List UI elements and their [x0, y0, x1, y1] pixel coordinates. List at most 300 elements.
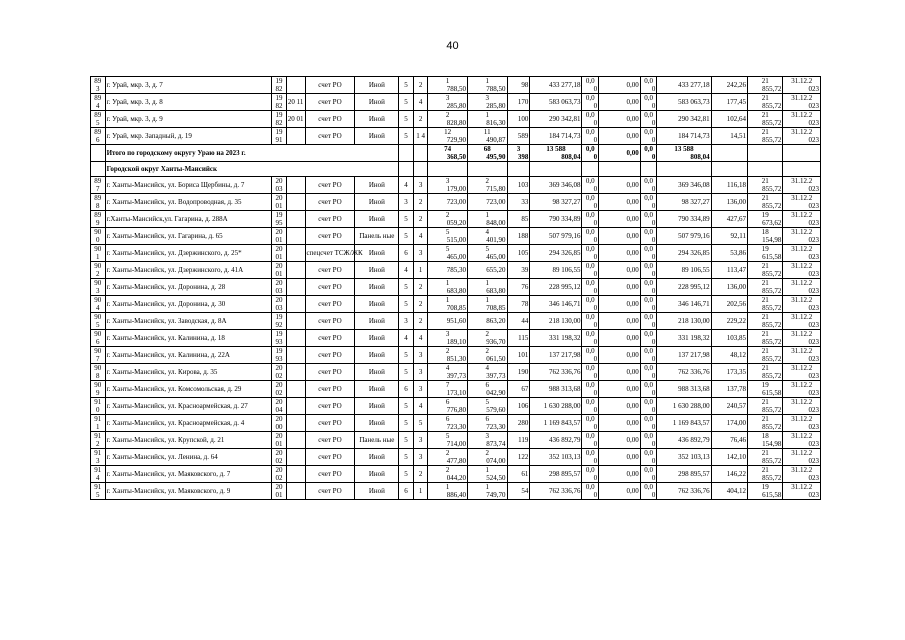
wall-material: Иной — [355, 483, 399, 500]
owners-funds: 583 063,73 — [657, 94, 711, 111]
fund-3: 0,0 0 — [640, 449, 657, 466]
fund-3: 0,0 0 — [640, 177, 657, 194]
table-row — [91, 245, 821, 262]
premises-area: 2 715,80 — [467, 177, 507, 194]
wall-material: Иной — [355, 330, 399, 347]
entrances: 2 — [413, 211, 428, 228]
fund-3: 0,0 0 — [640, 313, 657, 330]
floors: 5 — [399, 347, 414, 364]
fund-2: 0,00 — [599, 77, 641, 94]
repair-cost: 294 326,85 — [530, 245, 582, 262]
overhaul-year: 20 01 — [286, 111, 305, 128]
repair-cost: 988 313,68 — [530, 381, 582, 398]
row-number: 90 6 — [91, 330, 106, 347]
residents: 98 — [507, 77, 530, 94]
unit-cost: 174,00 — [711, 415, 747, 432]
owners-funds: 436 892,79 — [657, 432, 711, 449]
overhaul-year — [286, 228, 305, 245]
fund-method: счет РО — [305, 128, 355, 145]
wall-material: Иной — [355, 313, 399, 330]
commission-year: 20 03 — [272, 279, 287, 296]
unit-cost: 92,11 — [711, 228, 747, 245]
wall-material: Иной — [355, 364, 399, 381]
repair-cost: 290 342,81 — [530, 111, 582, 128]
owners-funds: 298 895,57 — [657, 466, 711, 483]
row-number: 89 6 — [91, 128, 106, 145]
max-unit-cost: 21 855,72 — [748, 449, 783, 466]
entrances: 2 — [413, 279, 428, 296]
fund-2: 0,00 — [599, 381, 641, 398]
floors: 5 — [399, 111, 414, 128]
fund-method: счет РО — [305, 449, 355, 466]
owners-funds: 346 146,71 — [657, 296, 711, 313]
row-number: 89 8 — [91, 194, 106, 211]
overhaul-year — [286, 77, 305, 94]
repair-cost: 184 714,73 — [530, 128, 582, 145]
unit-cost: 53,86 — [711, 245, 747, 262]
fund-3: 0,0 0 — [640, 398, 657, 415]
floors: 4 — [399, 262, 414, 279]
overhaul-year — [286, 279, 305, 296]
repair-cost: 228 995,12 — [530, 279, 582, 296]
commission-year: 19 93 — [272, 347, 287, 364]
fund-3: 0,0 0 — [640, 128, 657, 145]
row-number: 91 1 — [91, 415, 106, 432]
owners-funds: 218 130,00 — [657, 313, 711, 330]
max-unit-cost: 21 855,72 — [748, 279, 783, 296]
fund-1: 0,0 0 — [582, 381, 599, 398]
fund-1: 0,0 0 — [582, 77, 599, 94]
premises-area: 1 848,00 — [467, 211, 507, 228]
unit-cost: 404,12 — [711, 483, 747, 500]
entrances: 3 — [413, 449, 428, 466]
fund-1: 0,0 0 — [582, 398, 599, 415]
overhaul-year — [286, 128, 305, 145]
unit-cost: 240,57 — [711, 398, 747, 415]
floors: 5 — [399, 279, 414, 296]
fund-method: счет РО — [305, 347, 355, 364]
completion-date: 31.12.2 023 — [783, 94, 821, 111]
unit-cost: 146,22 — [711, 466, 747, 483]
premises-area: 6 042,90 — [467, 381, 507, 398]
premises-area: 1 788,50 — [467, 77, 507, 94]
table-body-after — [91, 177, 821, 500]
overhaul-year — [286, 194, 305, 211]
entrances: 2 — [413, 466, 428, 483]
total-area: 12 729,90 — [428, 128, 468, 145]
fund-2: 0,00 — [599, 228, 641, 245]
completion-date: 31.12.2 023 — [783, 364, 821, 381]
entrances: 2 — [413, 77, 428, 94]
commission-year: 20 01 — [272, 262, 287, 279]
wall-material: Иной — [355, 111, 399, 128]
row-number: 90 8 — [91, 364, 106, 381]
fund-2: 0,00 — [599, 111, 641, 128]
owners-funds: 1 630 288,00 — [657, 398, 711, 415]
unit-cost: 202,56 — [711, 296, 747, 313]
table-body-before — [91, 77, 821, 145]
premises-area: 5 579,60 — [467, 398, 507, 415]
table-row — [91, 483, 821, 500]
overhaul-year — [286, 330, 305, 347]
address-cell: г. Ханты-Мансийск, ул. Дзержинского, д. 25* — [105, 245, 272, 262]
wall-material: Иной — [355, 466, 399, 483]
commission-year: 19 91 — [272, 128, 287, 145]
commission-year: 20 01 — [272, 245, 287, 262]
max-unit-cost: 21 855,72 — [748, 415, 783, 432]
repair-cost: 137 217,98 — [530, 347, 582, 364]
wall-material: Иной — [355, 347, 399, 364]
owners-funds: 294 326,85 — [657, 245, 711, 262]
total-f3: 0,0 0 — [640, 145, 657, 162]
max-unit-cost: 18 154,98 — [748, 432, 783, 449]
overhaul-year — [286, 415, 305, 432]
fund-3: 0,0 0 — [640, 330, 657, 347]
commission-year: 20 03 — [272, 177, 287, 194]
floors: 5 — [399, 228, 414, 245]
commission-year: 20 01 — [272, 194, 287, 211]
repair-cost: 1 169 843,57 — [530, 415, 582, 432]
total-area: 2 477,80 — [428, 449, 468, 466]
residents: 101 — [507, 347, 530, 364]
table-row — [91, 398, 821, 415]
fund-3: 0,0 0 — [640, 245, 657, 262]
commission-year: 20 02 — [272, 381, 287, 398]
fund-3: 0,0 0 — [640, 415, 657, 432]
fund-method: счет РО — [305, 432, 355, 449]
overhaul-year — [286, 177, 305, 194]
residents: 76 — [507, 279, 530, 296]
fund-2: 0,00 — [599, 194, 641, 211]
entrances: 1 4 — [413, 128, 428, 145]
fund-method: счет РО — [305, 211, 355, 228]
table-row — [91, 347, 821, 364]
entrances: 5 — [413, 415, 428, 432]
address-cell: г. Ханты-Мансийск, ул. Крупской, д. 21 — [105, 432, 272, 449]
max-unit-cost: 21 855,72 — [748, 111, 783, 128]
unit-cost: 242,26 — [711, 77, 747, 94]
repair-cost: 218 130,00 — [530, 313, 582, 330]
total-area: 5 465,00 — [428, 245, 468, 262]
residents: 67 — [507, 381, 530, 398]
completion-date: 31.12.2 023 — [783, 432, 821, 449]
address-cell: г. Ханты-Мансийск, ул. Маяковского, д. 7 — [105, 466, 272, 483]
repair-cost: 1 630 288,00 — [530, 398, 582, 415]
max-unit-cost: 21 855,72 — [748, 94, 783, 111]
fund-1: 0,0 0 — [582, 466, 599, 483]
unit-cost: 177,45 — [711, 94, 747, 111]
commission-year: 19 95 — [272, 211, 287, 228]
row-number: 90 0 — [91, 228, 106, 245]
fund-2: 0,00 — [599, 296, 641, 313]
floors: 5 — [399, 211, 414, 228]
floors: 6 — [399, 245, 414, 262]
overhaul-year — [286, 466, 305, 483]
total-row — [91, 145, 821, 162]
total-area: 3 179,00 — [428, 177, 468, 194]
completion-date: 31.12.2 023 — [783, 128, 821, 145]
premises-area: 11 490,87 — [467, 128, 507, 145]
premises-area: 4 401,90 — [467, 228, 507, 245]
residents: 78 — [507, 296, 530, 313]
max-unit-cost: 21 855,72 — [748, 262, 783, 279]
completion-date: 31.12.2 023 — [783, 449, 821, 466]
total-label: Итого по городскому округу Ураю на 2023 г. — [105, 145, 399, 162]
table-row — [91, 177, 821, 194]
completion-date: 31.12.2 023 — [783, 296, 821, 313]
premises-area: 723,00 — [467, 194, 507, 211]
completion-date: 31.12.2 023 — [783, 330, 821, 347]
repair-cost: 507 979,16 — [530, 228, 582, 245]
entrances: 2 — [413, 194, 428, 211]
fund-method: счет РО — [305, 77, 355, 94]
commission-year: 20 02 — [272, 449, 287, 466]
owners-funds: 433 277,18 — [657, 77, 711, 94]
commission-year: 19 92 — [272, 313, 287, 330]
repair-cost: 436 892,79 — [530, 432, 582, 449]
table-row — [91, 449, 821, 466]
repair-cost: 298 895,57 — [530, 466, 582, 483]
residents: 170 — [507, 94, 530, 111]
fund-2: 0,00 — [599, 262, 641, 279]
repair-cost: 98 327,27 — [530, 194, 582, 211]
entrances: 3 — [413, 177, 428, 194]
residents: 103 — [507, 177, 530, 194]
overhaul-year: 20 11 — [286, 94, 305, 111]
wall-material: Иной — [355, 211, 399, 228]
max-unit-cost: 21 855,72 — [748, 313, 783, 330]
fund-3: 0,0 0 — [640, 466, 657, 483]
premises-area: 1 708,85 — [467, 296, 507, 313]
floors: 5 — [399, 77, 414, 94]
completion-date: 31.12.2 023 — [783, 313, 821, 330]
fund-2: 0,00 — [599, 177, 641, 194]
completion-date: 31.12.2 023 — [783, 111, 821, 128]
unit-cost: 137,78 — [711, 381, 747, 398]
total-area: 2 059,20 — [428, 211, 468, 228]
wall-material: Панель ные — [355, 228, 399, 245]
owners-funds: 184 714,73 — [657, 128, 711, 145]
completion-date: 31.12.2 023 — [783, 194, 821, 211]
unit-cost: 136,00 — [711, 279, 747, 296]
fund-1: 0,0 0 — [582, 347, 599, 364]
total-f1: 0,0 0 — [582, 145, 599, 162]
residents: 33 — [507, 194, 530, 211]
row-number: 91 3 — [91, 449, 106, 466]
fund-method: счет РО — [305, 364, 355, 381]
completion-date: 31.12.2 023 — [783, 466, 821, 483]
section-row — [91, 162, 821, 177]
total-area: 3 285,80 — [428, 94, 468, 111]
fund-3: 0,0 0 — [640, 211, 657, 228]
fund-1: 0,0 0 — [582, 279, 599, 296]
max-unit-cost: 21 855,72 — [748, 296, 783, 313]
overhaul-year — [286, 432, 305, 449]
entrances: 2 — [413, 111, 428, 128]
address-cell: г. Ханты-Мансийск, ул. Калинина, д. 22А — [105, 347, 272, 364]
row-number: 90 4 — [91, 296, 106, 313]
address-cell: г. Ханты-Мансийск, ул. Красноармейская, д. 27 — [105, 398, 272, 415]
entrances: 1 — [413, 483, 428, 500]
entrances: 1 — [413, 262, 428, 279]
repair-cost: 346 146,71 — [530, 296, 582, 313]
entrances: 3 — [413, 245, 428, 262]
commission-year: 19 82 — [272, 77, 287, 94]
repair-cost: 433 277,18 — [530, 77, 582, 94]
fund-2: 0,00 — [599, 313, 641, 330]
owners-funds: 790 334,89 — [657, 211, 711, 228]
table-row — [91, 313, 821, 330]
table-row — [91, 77, 821, 94]
wall-material: Иной — [355, 262, 399, 279]
fund-1: 0,0 0 — [582, 245, 599, 262]
unit-cost: 103,85 — [711, 330, 747, 347]
overhaul-year — [286, 262, 305, 279]
max-unit-cost: 21 855,72 — [748, 466, 783, 483]
premises-area: 2 061,50 — [467, 347, 507, 364]
row-number: 90 2 — [91, 262, 106, 279]
fund-3: 0,0 0 — [640, 296, 657, 313]
residents: 85 — [507, 211, 530, 228]
overhaul-year — [286, 381, 305, 398]
table-row — [91, 432, 821, 449]
completion-date: 31.12.2 023 — [783, 398, 821, 415]
fund-2: 0,00 — [599, 94, 641, 111]
entrances: 3 — [413, 347, 428, 364]
fund-2: 0,00 — [599, 364, 641, 381]
wall-material: Иной — [355, 128, 399, 145]
max-unit-cost: 19 615,58 — [748, 381, 783, 398]
fund-3: 0,0 0 — [640, 381, 657, 398]
max-unit-cost: 21 855,72 — [748, 194, 783, 211]
completion-date: 31.12.2 023 — [783, 77, 821, 94]
fund-3: 0,0 0 — [640, 483, 657, 500]
address-cell: г. Ханты-Мансийск, ул. Водопроводная, д. 35 — [105, 194, 272, 211]
fund-3: 0,0 0 — [640, 364, 657, 381]
commission-year: 20 00 — [272, 415, 287, 432]
fund-3: 0,0 0 — [640, 94, 657, 111]
fund-2: 0,00 — [599, 347, 641, 364]
address-cell: г. Ханты-Мансийск, ул. Комсомольская, д. 29 — [105, 381, 272, 398]
completion-date: 31.12.2 023 — [783, 211, 821, 228]
table-row — [91, 364, 821, 381]
fund-1: 0,0 0 — [582, 296, 599, 313]
fund-method: счет РО — [305, 415, 355, 432]
overhaul-year — [286, 347, 305, 364]
floors: 3 — [399, 313, 414, 330]
wall-material: Иной — [355, 296, 399, 313]
max-unit-cost: 21 855,72 — [748, 364, 783, 381]
repair-cost: 352 103,13 — [530, 449, 582, 466]
total-area: 951,60 — [428, 313, 468, 330]
address-cell: г. Ханты-Мансийск, ул. Дзержинского, д. 41А — [105, 262, 272, 279]
fund-1: 0,0 0 — [582, 364, 599, 381]
address-cell: г. Ханты-Мансийск, ул. Заводская, д. 8А — [105, 313, 272, 330]
floors: 6 — [399, 483, 414, 500]
fund-3: 0,0 0 — [640, 262, 657, 279]
table-row — [91, 194, 821, 211]
fund-2: 0,00 — [599, 128, 641, 145]
row-number: 91 5 — [91, 483, 106, 500]
fund-2: 0,00 — [599, 330, 641, 347]
premises-area: 863,20 — [467, 313, 507, 330]
residents: 61 — [507, 466, 530, 483]
fund-1: 0,0 0 — [582, 432, 599, 449]
premises-area: 5 465,00 — [467, 245, 507, 262]
completion-date: 31.12.2 023 — [783, 483, 821, 500]
table-row — [91, 381, 821, 398]
address-cell: г.Ханты-Мансийск,ул. Гагарина, д. 288А — [105, 211, 272, 228]
fund-method: счет РО — [305, 330, 355, 347]
fund-1: 0,0 0 — [582, 313, 599, 330]
completion-date: 31.12.2 023 — [783, 381, 821, 398]
commission-year: 19 93 — [272, 330, 287, 347]
fund-3: 0,0 0 — [640, 228, 657, 245]
commission-year: 20 01 — [272, 228, 287, 245]
premises-area: 2 074,00 — [467, 449, 507, 466]
owners-funds: 762 336,76 — [657, 364, 711, 381]
entrances: 3 — [413, 364, 428, 381]
row-number: 90 9 — [91, 381, 106, 398]
fund-method: счет РО — [305, 262, 355, 279]
premises-area: 1 749,70 — [467, 483, 507, 500]
commission-year: 20 01 — [272, 432, 287, 449]
entrances: 3 — [413, 432, 428, 449]
fund-1: 0,0 0 — [582, 415, 599, 432]
wall-material: Иной — [355, 177, 399, 194]
wall-material: Панель ные — [355, 432, 399, 449]
total-f4: 13 588 808,04 — [657, 145, 711, 162]
residents: 589 — [507, 128, 530, 145]
fund-method: счет РО — [305, 94, 355, 111]
floors: 3 — [399, 194, 414, 211]
address-cell: г. Урай, мкр. 3, д. 8 — [105, 94, 272, 111]
row-number: 90 1 — [91, 245, 106, 262]
residents: 188 — [507, 228, 530, 245]
fund-method: счет РО — [305, 279, 355, 296]
owners-funds: 137 217,98 — [657, 347, 711, 364]
total-area-premises: 68 495,90 — [467, 145, 507, 162]
address-cell: г. Ханты-Мансийск, ул. Кирова, д. 35 — [105, 364, 272, 381]
table-total — [91, 145, 821, 177]
overhaul-year — [286, 449, 305, 466]
max-unit-cost: 21 855,72 — [748, 330, 783, 347]
floors: 6 — [399, 381, 414, 398]
entrances: 4 — [413, 330, 428, 347]
wall-material: Иной — [355, 194, 399, 211]
residents: 100 — [507, 111, 530, 128]
floors: 5 — [399, 398, 414, 415]
max-unit-cost: 19 673,62 — [748, 211, 783, 228]
overhaul-year — [286, 398, 305, 415]
residents: 44 — [507, 313, 530, 330]
fund-1: 0,0 0 — [582, 194, 599, 211]
unit-cost: 229,22 — [711, 313, 747, 330]
repair-cost: 790 334,89 — [530, 211, 582, 228]
row-number: 91 0 — [91, 398, 106, 415]
table-row — [91, 111, 821, 128]
owners-funds: 1 169 843,57 — [657, 415, 711, 432]
max-unit-cost: 19 615,58 — [748, 483, 783, 500]
owners-funds: 988 313,68 — [657, 381, 711, 398]
wall-material: Иной — [355, 415, 399, 432]
floors: 4 — [399, 177, 414, 194]
completion-date: 31.12.2 023 — [783, 177, 821, 194]
overhaul-year — [286, 296, 305, 313]
fund-method: счет РО — [305, 111, 355, 128]
total-area: 6 723,30 — [428, 415, 468, 432]
premises-area: 3 873,74 — [467, 432, 507, 449]
